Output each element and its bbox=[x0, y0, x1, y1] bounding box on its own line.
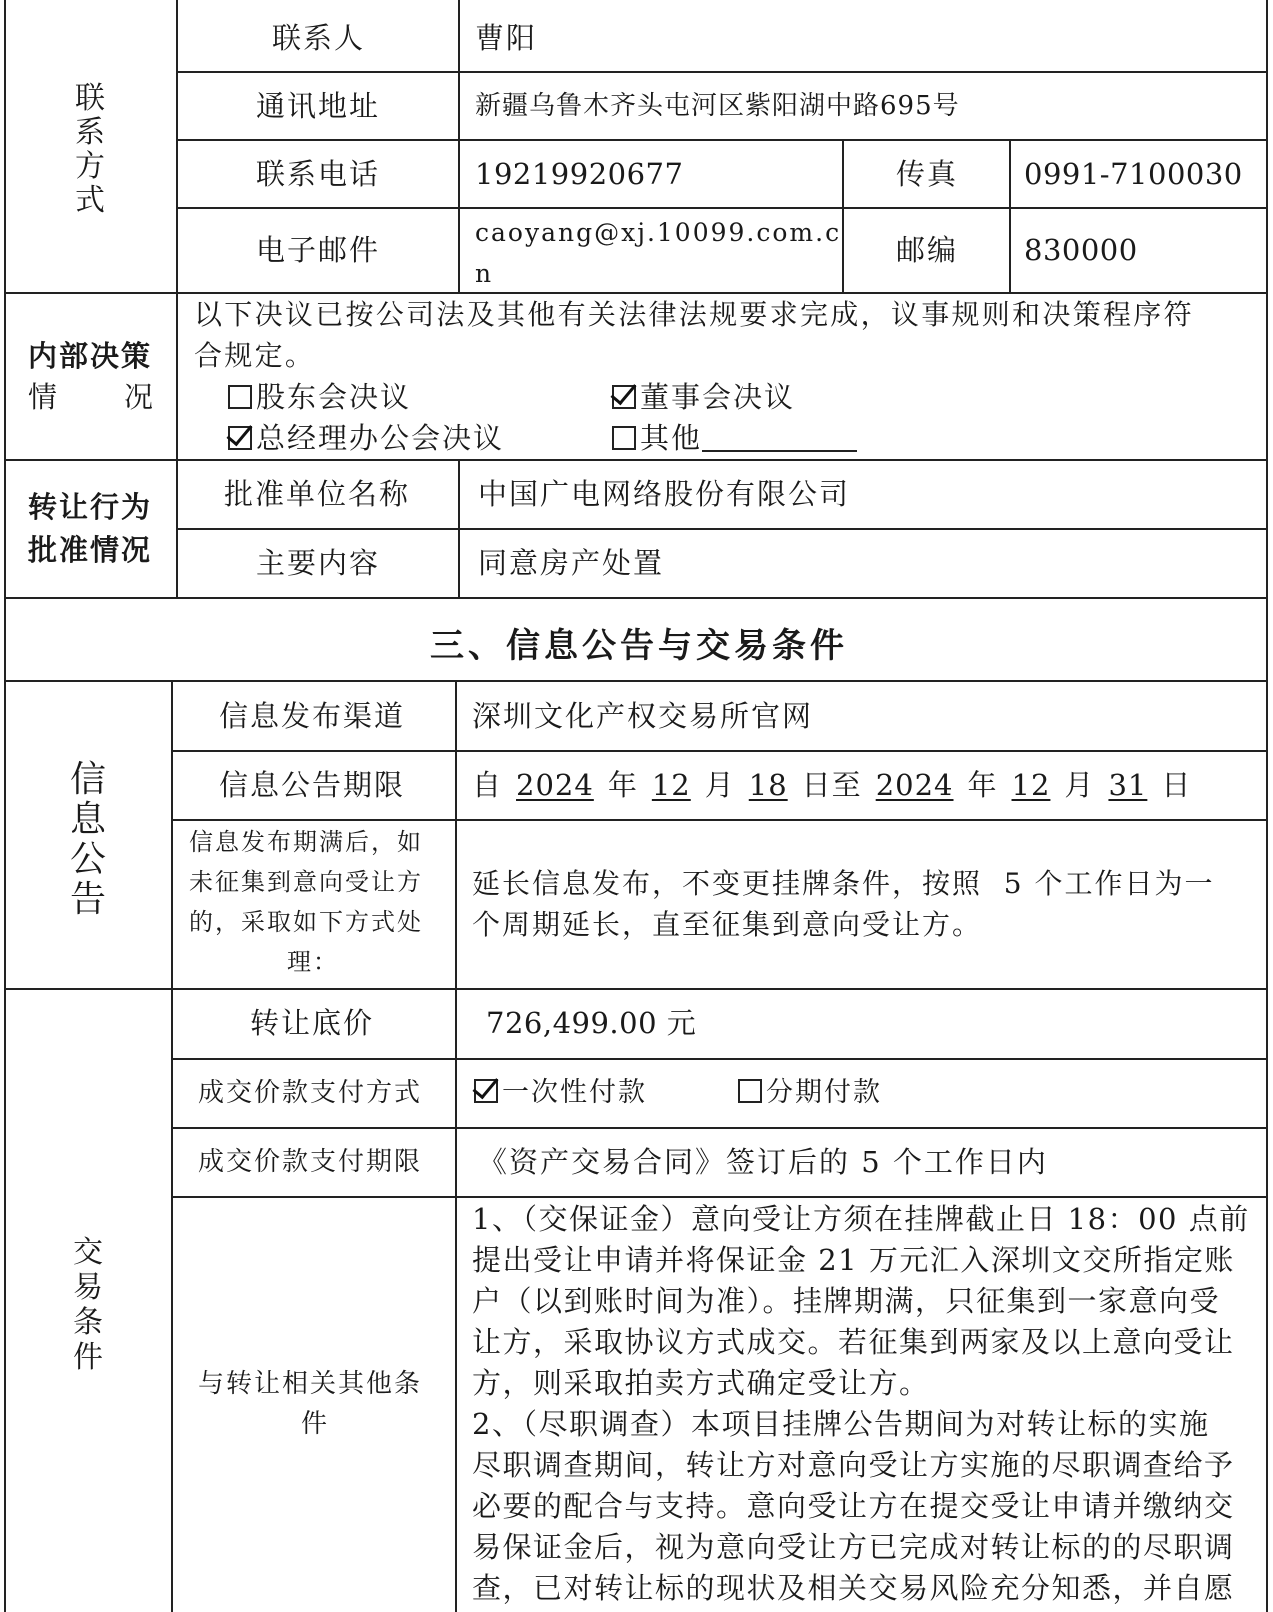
condition-line: 1、（交保证金）意向受让方须在挂牌截止日 18：00 点前 bbox=[472, 1202, 1250, 1236]
other-blank-line bbox=[702, 422, 857, 452]
checkbox-checked-icon[interactable] bbox=[474, 1079, 498, 1103]
section-title: 三、信息公告与交易条件 bbox=[430, 626, 848, 666]
contact-label-char: 方 bbox=[75, 149, 105, 184]
expiry-label-line: 未征集到意向受让方 bbox=[189, 868, 423, 896]
table-border-right bbox=[1266, 0, 1268, 1612]
grid-line bbox=[458, 0, 460, 293]
grid-line bbox=[171, 1196, 1268, 1198]
approval-content-value: 同意房产处置 bbox=[478, 546, 665, 580]
option-gm-office[interactable] bbox=[228, 418, 504, 458]
channel-value: 深圳文化产权交易所官网 bbox=[472, 699, 814, 733]
period-prefix: 自 bbox=[472, 768, 503, 802]
grid-line bbox=[176, 71, 1268, 73]
decision-statement-line1: 以下决议已按公司法及其他有关法律法规要求完成，议事规则和决策程序符 bbox=[194, 298, 1194, 331]
payment-term-value: 《资产交易合同》签订后的 5 个工作日内 bbox=[478, 1145, 1048, 1179]
option-label: 董事会决议 bbox=[640, 380, 796, 414]
address-value: 新疆乌鲁木齐头屯河区紫阳湖中路695号 bbox=[475, 91, 960, 121]
decision-label-line2a: 情 bbox=[28, 380, 60, 414]
grid-line bbox=[1009, 139, 1011, 293]
postcode-value: 830000 bbox=[1024, 233, 1138, 267]
approval-unit-label: 批准单位名称 bbox=[224, 477, 411, 511]
fax-label: 传真 bbox=[896, 157, 959, 191]
start-month: 12 bbox=[651, 768, 691, 802]
checkbox-checked-icon[interactable] bbox=[612, 385, 636, 409]
payment-option-installment[interactable] bbox=[738, 1073, 882, 1113]
decision-statement-line2: 合规定。 bbox=[194, 339, 316, 372]
channel-label: 信息发布渠道 bbox=[219, 699, 406, 733]
email-value-line2: n bbox=[475, 259, 494, 288]
expiry-label-line: 信息发布期满后，如 bbox=[189, 828, 423, 856]
expiry-label-line: 理： bbox=[287, 948, 339, 976]
phone-value: 19219920677 bbox=[475, 157, 684, 191]
condition-line: 必要的配合与支持。意向受让方在提交受让申请并缴纳交 bbox=[472, 1489, 1235, 1523]
payment-option-lump-sum[interactable] bbox=[474, 1073, 647, 1113]
checkbox-icon[interactable] bbox=[738, 1079, 762, 1103]
info-label-char: 信 bbox=[69, 759, 106, 800]
expiry-value-line1: 延长信息发布，不变更挂牌条件，按照 5 个工作日为一 bbox=[472, 867, 1215, 900]
info-label-char: 告 bbox=[69, 879, 106, 920]
grid-line bbox=[171, 1058, 1268, 1060]
condition-line: 易保证金后，视为意向受让方已完成对转让标的的尽职调 bbox=[472, 1530, 1235, 1564]
grid-line bbox=[842, 139, 844, 293]
trade-label-char: 件 bbox=[73, 1340, 103, 1375]
approval-label-line1: 转让行为 bbox=[28, 490, 153, 524]
contact-label-char: 式 bbox=[75, 183, 105, 218]
contact-label-char: 系 bbox=[75, 115, 105, 150]
contact-label-char: 联 bbox=[75, 81, 105, 116]
payment-method-label: 成交价款支付方式 bbox=[198, 1078, 423, 1108]
expiry-value-line2: 个周期延长，直至征集到意向受让方。 bbox=[472, 908, 983, 941]
other-conditions-label-line2: 件 bbox=[301, 1409, 330, 1439]
grid-line bbox=[4, 680, 1268, 682]
grid-line bbox=[176, 0, 178, 598]
trade-label-char: 交 bbox=[73, 1235, 103, 1270]
grid-line bbox=[176, 139, 1268, 141]
grid-line bbox=[4, 459, 1268, 461]
period-value bbox=[472, 765, 1191, 805]
option-label: 股东会决议 bbox=[256, 380, 412, 414]
grid-line bbox=[176, 207, 1268, 209]
period-suffix: 日 bbox=[1161, 768, 1192, 802]
contact-person-value: 曹阳 bbox=[475, 21, 538, 55]
email-label: 电子邮件 bbox=[256, 233, 381, 267]
address-label: 通讯地址 bbox=[256, 89, 381, 123]
fax-value: 0991-7100030 bbox=[1024, 157, 1243, 191]
table-border-left bbox=[4, 0, 6, 1612]
condition-line: 方，则采取拍卖方式确定受让方。 bbox=[472, 1366, 930, 1400]
approval-label-line2: 批准情况 bbox=[28, 533, 153, 567]
approval-unit-value: 中国广电网络股份有限公司 bbox=[478, 477, 851, 511]
option-label: 分期付款 bbox=[766, 1077, 882, 1108]
condition-line: 尽职调查期间，转让方对意向受让方实施的尽职调查给予 bbox=[472, 1448, 1235, 1482]
grid-line bbox=[171, 819, 1268, 821]
contact-person-label: 联系人 bbox=[272, 21, 366, 55]
trade-label-char: 易 bbox=[73, 1270, 103, 1305]
condition-line: 让方，采取协议方式成交。若征集到两家及以上意向受让 bbox=[472, 1325, 1235, 1359]
payment-term-label: 成交价款支付期限 bbox=[198, 1147, 423, 1177]
info-label-char: 公 bbox=[69, 839, 106, 880]
month-word: 月 bbox=[704, 768, 735, 802]
option-label: 其他 bbox=[640, 421, 703, 455]
checkbox-checked-icon[interactable] bbox=[228, 426, 252, 450]
other-conditions-label-line1: 与转让相关其他条 bbox=[198, 1369, 423, 1399]
checkbox-icon[interactable] bbox=[228, 385, 252, 409]
approval-content-label: 主要内容 bbox=[256, 546, 381, 580]
end-month: 12 bbox=[1011, 768, 1051, 802]
price-label: 转让底价 bbox=[250, 1006, 375, 1040]
price-value: 726,499.00 元 bbox=[486, 1006, 697, 1040]
option-shareholders[interactable] bbox=[228, 377, 411, 417]
year-word: 年 bbox=[967, 768, 998, 802]
grid-line bbox=[171, 750, 1268, 752]
condition-line: 2、（尽职调查）本项目挂牌公告期间为对转让标的实施 bbox=[472, 1407, 1210, 1441]
condition-line: 户（以到账时间为准）。挂牌期满，只征集到一家意向受 bbox=[472, 1284, 1221, 1318]
phone-label: 联系电话 bbox=[256, 157, 381, 191]
condition-line: 提出受让申请并将保证金 21 万元汇入深圳文交所指定账 bbox=[472, 1243, 1235, 1277]
decision-label-line1: 内部决策 bbox=[28, 339, 153, 373]
period-label: 信息公告期限 bbox=[219, 768, 406, 802]
grid-line bbox=[171, 1127, 1268, 1129]
to-word: 日至 bbox=[801, 768, 862, 802]
checkbox-icon[interactable] bbox=[612, 426, 636, 450]
trade-label-char: 条 bbox=[73, 1305, 103, 1340]
end-day: 31 bbox=[1108, 768, 1148, 802]
grid-line bbox=[4, 597, 1268, 599]
grid-line bbox=[4, 292, 1268, 294]
decision-label-line2b: 况 bbox=[124, 380, 156, 414]
grid-line bbox=[4, 988, 1268, 990]
expiry-label-line: 的，采取如下方式处 bbox=[189, 908, 423, 936]
start-day: 18 bbox=[748, 768, 788, 802]
option-label: 总经理办公会决议 bbox=[256, 421, 505, 455]
postcode-label: 邮编 bbox=[896, 233, 959, 267]
grid-line bbox=[176, 528, 1268, 530]
option-board[interactable] bbox=[612, 377, 795, 417]
start-year: 2024 bbox=[516, 768, 594, 802]
info-label-char: 息 bbox=[69, 799, 106, 840]
month-word: 月 bbox=[1064, 768, 1095, 802]
end-year: 2024 bbox=[875, 768, 954, 802]
option-label: 一次性付款 bbox=[502, 1077, 647, 1108]
email-value-line1: caoyang@xj.10099.com.c bbox=[475, 218, 842, 247]
condition-line: 查，已对转让标的现状及相关交易风险充分知悉，并自愿 bbox=[472, 1571, 1235, 1605]
year-word: 年 bbox=[607, 768, 638, 802]
option-other[interactable] bbox=[612, 418, 857, 458]
